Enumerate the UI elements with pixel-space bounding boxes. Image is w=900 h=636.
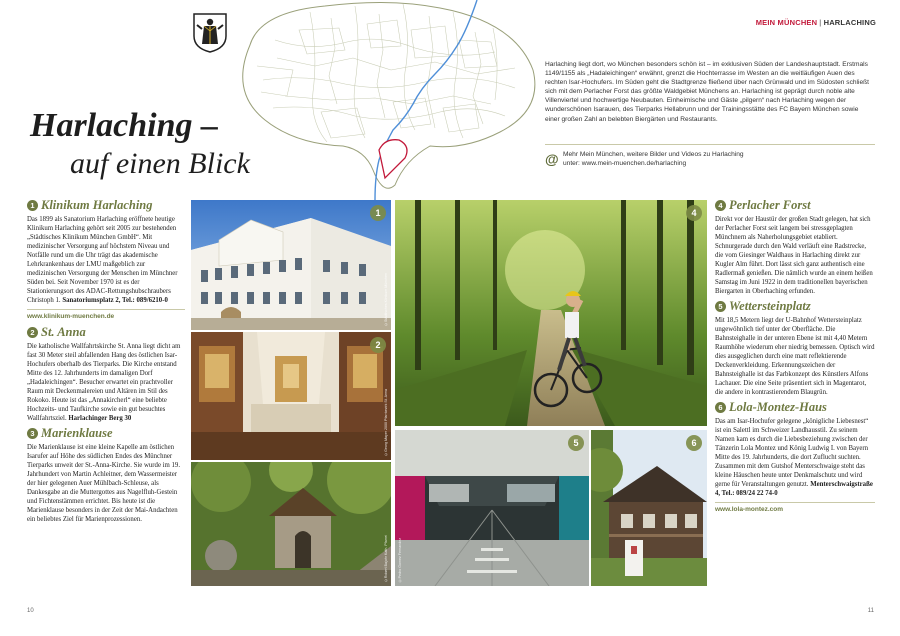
section-number: 4 (715, 200, 726, 211)
section-body: Das 1899 als Sanatorium Harlaching eröffnete heutige Klinikum Harlaching gehört seit 2005 zur bestehenden „Städtisches Klinikum München GmbH“. Mit medizinischer Versorgung auf höchstem Niveau und Notfälle rund um die Uhr trägt das akademische Lehrkrankenhaus der LMU maßgeblich zur medizinischen Versorgung der Menschen im Münchner Süden bei. Seit November 1970 ist es der Stationierungsort des ADAC-Rettungshubschraubers Christoph 1. (27, 215, 178, 305)
page-number-left: 10 (27, 608, 34, 614)
section-title: St. Anna (41, 325, 86, 340)
section-perlacher-forst (715, 199, 875, 296)
intro-divider (545, 144, 875, 145)
section-address: Menterschwaigstraße 4, Tel.: 089/24 22 74-0 (715, 481, 873, 498)
section-weblink[interactable]: www.klinikum-muenchen.de (27, 309, 185, 320)
section-body: Mit 18,5 Metern liegt der U-Bahnhof Wettersteinplatz ungewöhnlich tief unter der Oberfläche. Die Bahnsteighalle in der unteren Ebene ist mit 4,40 Metern Raumhöhe wiederum eher niedrig bemessen. Optisch wird dies ausgeglichen durch eine matt reflektierende Deckenverkleidung. Erkennungszeichen der Bahnsteighalle ist das Farbkonzept des Künstlers Alfons Lachauer. Die eine Seite präsentiert sich in Magentarot, die andere in kontrastierendem Blaugrün. (715, 316, 875, 397)
page-title-line-2: auf einen Blick (70, 147, 250, 180)
photo-number-badge: 5 (568, 435, 584, 451)
page-title-line-1: Harlaching – (30, 107, 218, 144)
right-text-column (715, 199, 875, 519)
section-title: Perlacher Forst (729, 198, 811, 212)
forest-cyclist-image (395, 200, 707, 426)
photo-credit: ©Robert Bajohr Kath. Pfarrei (384, 534, 388, 582)
church-interior-image (191, 332, 391, 460)
page-topic: HARLACHING (823, 18, 876, 27)
section-title: Lola-Montez-Haus (729, 400, 827, 415)
section-number: 5 (715, 301, 726, 312)
photo-st-anna (191, 332, 391, 460)
section-st-anna (27, 326, 185, 423)
section-number: 6 (715, 402, 726, 413)
section-label: MEIN MÜNCHEN (755, 18, 818, 27)
subway-station-image (395, 430, 589, 586)
section-body: Die katholische Wallfahrtskirche St. Anna liegt dicht am fast 30 Meter steil abfallenden Hang des östlichen Isar-Hochufers oberhalb des Tierparks. Die Kirche entstand Mitte des 12. Jahrhunderts im damaligen Dorf „Hadaleichingen“. Besucher erwartet ein prachtvoller Raum mit Deckenmalereien und Altären im Stil des Rokoko. Heute ist das „Annakircherl“ eine beliebte Hochzeits- und Taufkirche sowie ein gut besuchtes Wallfahrtsziel. (27, 342, 181, 423)
photo-perlacher-forst (395, 200, 707, 426)
photo-credit: ©Städtisches Klinikum München (384, 273, 388, 326)
klinikum-building-image (191, 200, 391, 330)
more-info-line-1: Mehr Mein München, weitere Bilder und Videos zu Harlaching (563, 151, 744, 158)
section-title: Marienklause (41, 426, 113, 441)
section-marienklause (27, 427, 185, 524)
photo-credit: ©Georg Mayer 2000 Pfarrbezirk St. Anna (384, 389, 388, 456)
left-text-column (27, 199, 185, 528)
at-icon: @ (545, 151, 559, 167)
intro-paragraph: Harlaching liegt dort, wo München besonders schön ist – im exklusiven Süden der Landeshauptstadt. Erstmals 1149/1155 als „Hadaleichingen“ erwähnt, grenzt die Hochterrasse im Westen an die weitläufigen Auen des rechten Isar-Hochufers. Im Süden geht die Stadtgrenze fließend über nach Grünwald und im Südosten schließt sich mit dem Perlacher Forst das größte Waldgebiet Münchens an. Harlaching ist geprägt durch noble alte Villenviertel und hochwertige Neubauten. Einheimische und Gäste „pilgern“ nach Harlaching wegen der wunderschönen Isarauen, des Tierparks Hellabrunn und der Trainingsstätte des FC Bayern München sowie einer großen Zahl an belebten Biergärten und Restaurants. (545, 61, 870, 123)
photo-number-badge: 6 (686, 435, 702, 451)
section-title: Wettersteinplatz (729, 299, 811, 314)
section-wettersteinplatz (715, 300, 875, 397)
more-info-line-2[interactable]: unter: www.mein-muenchen.de/harlaching (563, 159, 687, 167)
section-body: Die Marienklause ist eine kleine Kapelle am östlichen Isarufer auf Höhe des südlichen Endes des Münchner Tierparks unweit der St.-Anna-Kirche. Sie wurde im 19. Jahrhundert von Martin Achleitner, dem Wassermeister der hier gelegenen Auer Mühlbach-Schleuse, als Dankesgabe an die Muttergottes aus Nagelfluh-Gestein und Fichtenstämmen errichtet. Bis heute ist die Marienklause besonders in der Zeit der Mai-Andachten ein beliebtes Ziel für Marienprozessionen. (27, 443, 181, 524)
section-number: 2 (27, 327, 38, 338)
section-lola-montez-haus (715, 401, 875, 513)
lola-montez-house-image (591, 430, 707, 586)
section-weblink[interactable]: www.lola-montez.com (715, 502, 875, 513)
photo-klinikum (191, 200, 391, 330)
section-header (756, 18, 876, 27)
more-info (545, 151, 875, 169)
section-body: Direkt vor der Haustür der großen Stadt gelegen, hat sich der Perlacher Forst seit langem bei stressgeplagten Münchnern als Naherholungsgebiet etabliert. Schnurgerade durch den Wald verläuft eine Radstrecke, die vom Giesinger Waldhaus in Harlaching direkt zur Kugler Alm führt. Dort lässt sich ganz authentisch eine Radlermaß genießen. Die nämlich wurde an einem heißen Samstag im Juni 1922 in dem traditionellen bayerischen Biergarten in Oberhaching erfunden. (715, 215, 873, 295)
marienklause-chapel-image (191, 462, 391, 586)
section-number: 1 (27, 200, 38, 211)
photo-number-badge: 1 (370, 205, 386, 221)
photo-credit: ©Pedro Gomez Fernandez (398, 537, 402, 582)
section-number: 3 (27, 428, 38, 439)
photo-wettersteinplatz (395, 430, 589, 586)
section-title: Klinikum Harlaching (41, 198, 153, 212)
header-separator: | (819, 18, 822, 27)
photo-number-badge: 2 (370, 337, 386, 353)
section-address: Sanatoriumsplatz 2, Tel.: 089/6210-0 (62, 297, 168, 305)
section-klinikum (27, 199, 185, 320)
photo-lola-montez-haus (591, 430, 707, 586)
page-number-right: 11 (867, 608, 874, 614)
photo-marienklause (191, 462, 391, 586)
section-body: Das am Isar-Hochufer gelegene „königliche Liebesnest“ ist ein Salettl im Schweizer Landhausstil. Zu seinem Namen kam es durch die Liebesbeziehung zwischen der Tänzerin Lola Montez und König Ludwig I. von Bayern Mitte des 19. Jahrhunderts, die dort Zuflucht suchten. Zusammen mit dem Gutshof Menterschwaige steht das kleine Häuschen heute unter Denkmalschutz und wird gerne für Veranstaltungen genutzt. (715, 417, 869, 489)
section-address: Harlachinger Berg 30 (68, 415, 132, 423)
photo-number-badge: 4 (686, 205, 702, 221)
munich-district-map (215, 0, 545, 200)
